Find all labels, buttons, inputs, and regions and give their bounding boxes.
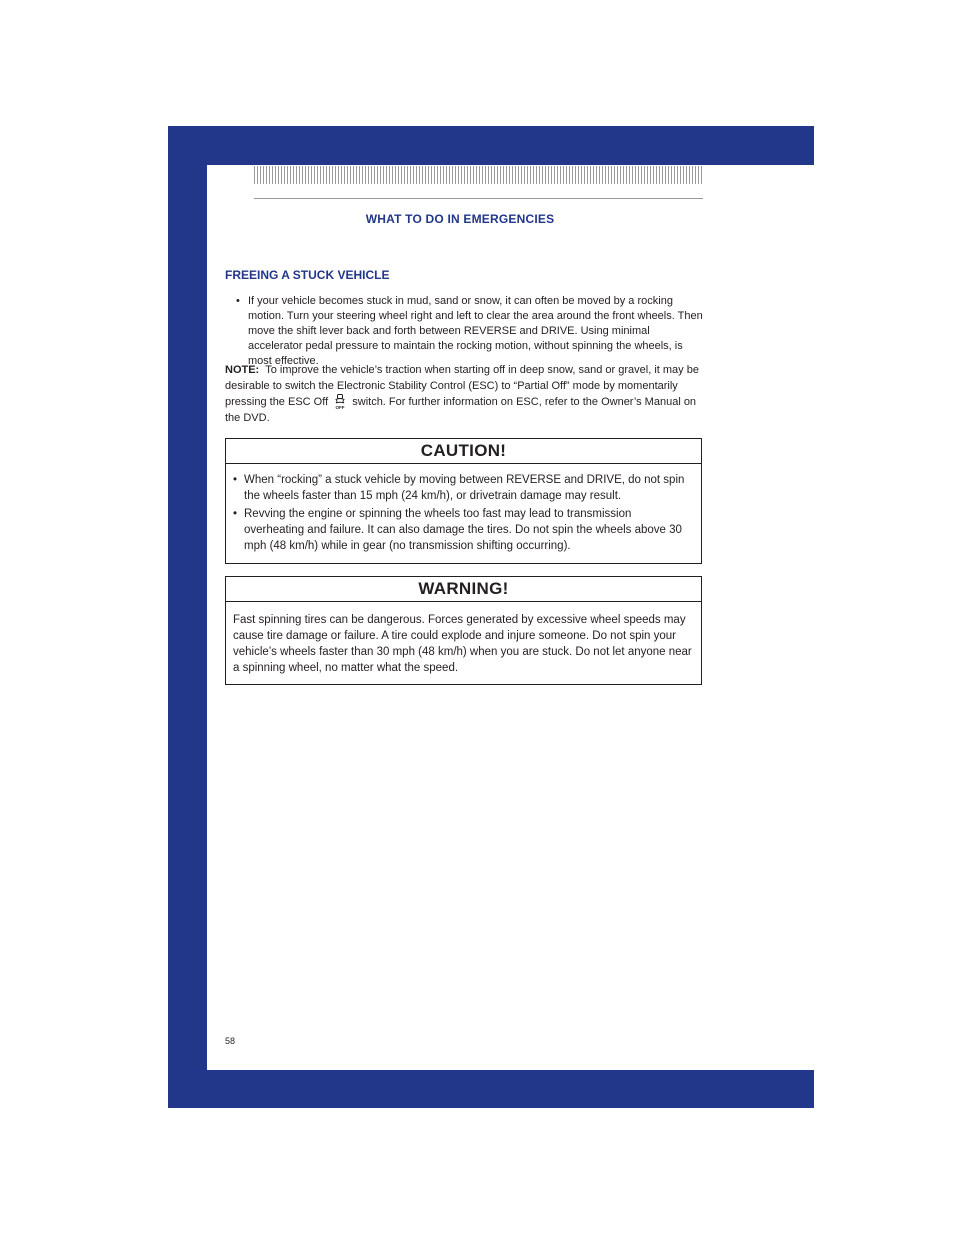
note-text-before: To improve the vehicle’s traction when starting off in deep snow, sand or gravel, it may be desirable to switch the Electronic Stability Control (ESC) to “Partial Off” mode by momentarily pressing the ESC Off [225, 364, 699, 408]
tick-ruler [254, 166, 703, 184]
caution-title: CAUTION! [226, 439, 701, 464]
note-text-after: switch. For further information on ESC, refer to the Owner’s Manual on the DVD. [225, 396, 697, 424]
caution-item-text: Revving the engine or spinning the wheels too fast may lead to transmission overheating and failure. It can also damage the tires. Do not spin the wheels above 30 mph (48 km/h) while in gear (no transmission shifting occurring). [244, 508, 682, 552]
warning-box [225, 576, 702, 685]
warning-title: WARNING! [226, 577, 701, 602]
note-paragraph [225, 362, 700, 426]
caution-box [225, 438, 702, 564]
bullet-marker: • [236, 295, 240, 307]
subheading: FREEING A STUCK VEHICLE [225, 268, 390, 282]
caution-bullet: • [233, 474, 238, 486]
caution-bullet: • [233, 508, 238, 520]
bullet-text: If your vehicle becomes stuck in mud, sand or snow, it can often be moved by a rocking motion. Turn your steering wheel right and left to clear the area around the front wheels. Then move the shift lever back and forth between REVERSE and DRIVE. Using minimal accelerator pedal pressure to maintain the rocking motion, without spinning the wheels, is most effective. [248, 295, 703, 367]
section-title: WHAT TO DO IN EMERGENCIES [365, 212, 555, 226]
page-number: 58 [225, 1036, 236, 1046]
caution-body [226, 464, 701, 564]
caution-item-text: When “rocking” a stuck vehicle by moving between REVERSE and DRIVE, do not spin the wheels faster than 15 mph (24 km/h), or drivetrain damage may result. [244, 474, 685, 502]
esc-off-icon-label: OFF [335, 405, 345, 410]
caution-item [233, 506, 693, 554]
caution-list [233, 472, 693, 554]
caution-item [233, 472, 693, 504]
warning-body: Fast spinning tires can be dangerous. Forces generated by excessive wheel speeds may cause tire damage or failure. A tire could explode and injure someone. Do not spin your vehicle’s wheels faster than 30 mph (48 km/h) when you are stuck. Do not let anyone near a spinning wheel, no matter what the speed. [233, 614, 692, 674]
esc-off-icon [333, 394, 347, 410]
header-rule [254, 198, 703, 199]
note-label: NOTE: [225, 364, 260, 376]
bullet-paragraph [236, 294, 704, 369]
